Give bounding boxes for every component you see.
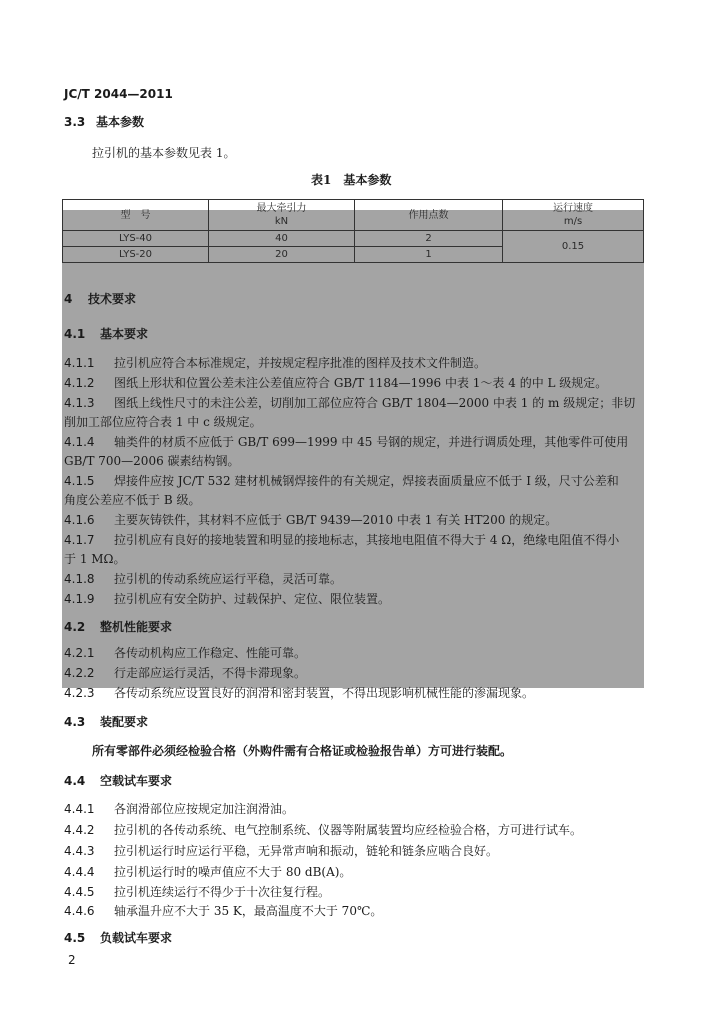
clause-number: 4.1.6 bbox=[64, 513, 95, 527]
clause-text: 各传动系统应设置良好的润滑和密封装置，不得出现影响机械性能的渗漏现象。 bbox=[114, 686, 535, 700]
table-caption: 表1 基本参数 bbox=[311, 173, 392, 187]
clause-text: 拉引机应有良好的接地装置和明显的接地标志，其接地电阻值不得大于 4 Ω，绝缘电阻值不得小 bbox=[114, 533, 620, 547]
clause-text: 各润滑部位应按规定加注润滑油。 bbox=[114, 802, 295, 816]
header-force-unit: kN bbox=[274, 216, 289, 227]
header-cell-model bbox=[63, 200, 209, 231]
table-row bbox=[63, 231, 644, 247]
clause-text: 轴类件的材质不应低于 GB/T 699—1999 中 45 号钢的规定，并进行调质处理，其他零件可使用 bbox=[114, 435, 629, 449]
header-cell-speed bbox=[503, 200, 644, 231]
table-header-row bbox=[63, 200, 644, 231]
section-4-3-number: 4.3 bbox=[64, 715, 86, 729]
clause-number: 4.1.7 bbox=[64, 533, 95, 547]
header-speed-unit: m/s bbox=[563, 216, 583, 227]
section-4-title: 技术要求 bbox=[88, 292, 137, 306]
clause-number: 4.1.9 bbox=[64, 592, 95, 606]
clause-text: 各传动机构应工作稳定、性能可靠。 bbox=[114, 646, 307, 660]
clause-text: 主要灰铸铁件，其材料不应低于 GB/T 9439—2010 中表 1 有关 HT200 的规定。 bbox=[114, 513, 558, 527]
clause-text-continued: GB/T 700—2006 碳素结构钢。 bbox=[64, 454, 240, 468]
section-4-1-number: 4.1 bbox=[64, 327, 86, 341]
clause-number: 4.4.3 bbox=[64, 844, 95, 858]
clause-text: 拉引机应有安全防护、过载保护、定位、限位装置。 bbox=[114, 592, 391, 606]
section-3-3-text: 拉引机的基本参数见表 1。 bbox=[92, 146, 236, 160]
section-4-3-title: 装配要求 bbox=[100, 715, 149, 729]
section-4-1-title: 基本要求 bbox=[100, 327, 149, 341]
clause-text: 拉引机的传动系统应运行平稳，灵活可靠。 bbox=[114, 572, 343, 586]
clause-number: 4.1.3 bbox=[64, 396, 95, 410]
table-cell-speed: 0.15 bbox=[503, 231, 644, 263]
clause-number: 4.4.6 bbox=[64, 904, 95, 918]
header-force-label: 最大牵引力 bbox=[256, 203, 307, 214]
header-points-label: 作用点数 bbox=[408, 209, 449, 221]
header-speed-label: 运行速度 bbox=[553, 203, 593, 214]
clause-number: 4.4.1 bbox=[64, 802, 95, 816]
clause-text-continued: 于 1 MΩ。 bbox=[64, 552, 126, 566]
table-cell: LYS-40 bbox=[63, 231, 209, 247]
section-4-2-title: 整机性能要求 bbox=[100, 620, 173, 634]
table-cell: 40 bbox=[209, 231, 355, 247]
clause-number: 4.1.8 bbox=[64, 572, 95, 586]
header-model-label: 型 号 bbox=[120, 209, 151, 221]
table-cell: 1 bbox=[355, 247, 503, 263]
clause-text-continued: 削加工部位应符合表 1 中 c 级规定。 bbox=[64, 415, 262, 429]
clause-number: 4.2.1 bbox=[64, 646, 95, 660]
section-4-4-title: 空载试车要求 bbox=[100, 774, 173, 788]
section-4-number: 4 bbox=[64, 292, 73, 306]
standard-header: JC/T 2044—2011 bbox=[64, 87, 173, 101]
clause-number: 4.4.2 bbox=[64, 823, 95, 837]
clause-number: 4.1.1 bbox=[64, 356, 95, 370]
section-3-3-title: 基本参数 bbox=[96, 115, 145, 129]
section-4-5-title: 负载试车要求 bbox=[100, 931, 173, 945]
section-4-5-number: 4.5 bbox=[64, 931, 86, 945]
clause-text: 拉引机应符合本标准规定，并按规定程序批准的图样及技术文件制造。 bbox=[114, 356, 487, 370]
table-cell: 20 bbox=[209, 247, 355, 263]
clause-text: 图纸上线性尺寸的未注公差，切削加工部位应符合 GB/T 1804—2000 中表 1 的 m 级规定；非切 bbox=[114, 396, 636, 410]
section-4-4-number: 4.4 bbox=[64, 774, 86, 788]
clause-number: 4.2.3 bbox=[64, 686, 95, 700]
clause-text: 拉引机运行时应运行平稳，无异常声响和振动，链轮和链条应啮合良好。 bbox=[114, 844, 499, 858]
clause-number: 4.4.4 bbox=[64, 865, 95, 879]
clause-number: 4.4.5 bbox=[64, 885, 95, 899]
clause-number: 4.1.4 bbox=[64, 435, 95, 449]
clause-text: 拉引机运行时的噪声值应不大于 80 dB(A)。 bbox=[114, 865, 352, 879]
clause-text: 行走部应运行灵活，不得卡滞现象。 bbox=[114, 666, 307, 680]
header-cell-force bbox=[209, 200, 355, 231]
clause-number: 4.2.2 bbox=[64, 666, 95, 680]
clause-text: 拉引机的各传动系统、电气控制系统、仪器等附属装置均应经检验合格，方可进行试车。 bbox=[114, 823, 583, 837]
section-4-3-text: 所有零部件必须经检验合格（外购件需有合格证或检验报告单）方可进行装配。 bbox=[92, 744, 513, 758]
header-cell-points bbox=[355, 200, 503, 231]
section-3-3-number: 3.3 bbox=[64, 115, 86, 129]
page-number: 2 bbox=[68, 953, 76, 967]
clause-text: 轴承温升应不大于 35 K，最高温度不大于 70℃。 bbox=[114, 904, 383, 918]
clause-text: 拉引机连续运行不得少于十次往复行程。 bbox=[114, 885, 331, 899]
clause-number: 4.1.5 bbox=[64, 474, 95, 488]
table-cell: LYS-20 bbox=[63, 247, 209, 263]
clause-text-continued: 角度公差应不低于 B 级。 bbox=[64, 493, 201, 507]
clause-text: 焊接件应按 JC/T 532 建材机械钢焊接件的有关规定，焊接表面质量应不低于 Ⅰ 级，尺寸公差和 bbox=[114, 474, 619, 488]
clause-text: 图纸上形状和位置公差未注公差值应符合 GB/T 1184—1996 中表 1～表 4 的中 L 级规定。 bbox=[114, 376, 608, 390]
section-4-2-number: 4.2 bbox=[64, 620, 86, 634]
table-cell: 2 bbox=[355, 231, 503, 247]
parameters-table bbox=[62, 199, 644, 263]
clause-number: 4.1.2 bbox=[64, 376, 95, 390]
